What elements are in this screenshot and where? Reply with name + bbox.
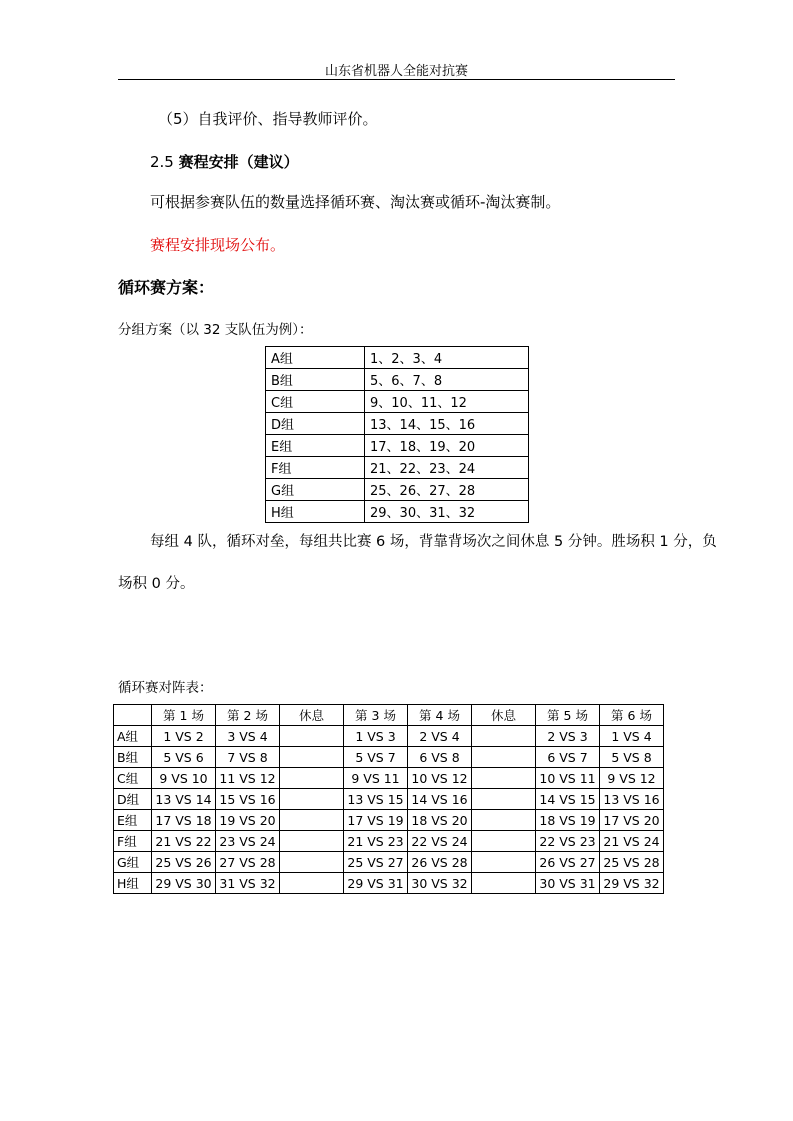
match-cell: 21 VS 23 [344,831,408,852]
match-header-cell [114,705,152,726]
match-cell: 11 VS 12 [216,768,280,789]
group-teams-cell: 9、10、11、12 [365,391,529,413]
match-group-cell: G组 [114,852,152,873]
section-heading-number: 2.5 [150,153,174,171]
match-cell: 9 VS 11 [344,768,408,789]
match-cell: 22 VS 24 [408,831,472,852]
match-row [114,726,664,747]
match-table-caption: 循环赛对阵表： [118,680,213,696]
group-row [266,435,529,457]
group-name-cell: A组 [266,347,365,369]
match-cell: 2 VS 3 [536,726,600,747]
group-teams-cell: 29、30、31、32 [365,501,529,523]
match-cell [280,852,344,873]
match-cell [472,747,536,768]
match-cell: 13 VS 14 [152,789,216,810]
match-cell: 5 VS 6 [152,747,216,768]
rules-line-2: 场积 0 分。 [118,576,195,592]
match-cell [280,726,344,747]
grouping-caption: 分组方案（以 32 支队伍为例）： [118,322,313,338]
group-name-cell: E组 [266,435,365,457]
match-cell [472,873,536,894]
group-row [266,479,529,501]
match-cell: 17 VS 20 [600,810,664,831]
schedule-notice-red: 赛程安排现场公布。 [150,236,286,254]
match-cell: 30 VS 32 [408,873,472,894]
match-header-cell: 第 5 场 [536,705,600,726]
match-cell [280,873,344,894]
match-cell: 14 VS 15 [536,789,600,810]
match-cell: 22 VS 23 [536,831,600,852]
match-row [114,852,664,873]
rules-line-1: 每组 4 队，循环对垒，每组共比赛 6 场，背靠背场次之间休息 5 分钟。胜场积 1 分，负 [150,534,717,550]
match-schedule-table [113,704,664,894]
match-group-cell: B组 [114,747,152,768]
match-cell: 7 VS 8 [216,747,280,768]
match-row [114,810,664,831]
group-name-cell: D组 [266,413,365,435]
group-row [266,501,529,523]
group-name-cell: F组 [266,457,365,479]
match-cell: 1 VS 3 [344,726,408,747]
match-cell: 23 VS 24 [216,831,280,852]
match-cell: 1 VS 4 [600,726,664,747]
match-header-cell: 休息 [280,705,344,726]
group-teams-cell: 25、26、27、28 [365,479,529,501]
header-divider [118,79,675,80]
match-cell: 18 VS 19 [536,810,600,831]
match-cell: 15 VS 16 [216,789,280,810]
match-header-cell: 第 3 场 [344,705,408,726]
match-cell: 21 VS 24 [600,831,664,852]
match-cell: 30 VS 31 [536,873,600,894]
match-cell: 1 VS 2 [152,726,216,747]
match-cell: 25 VS 28 [600,852,664,873]
match-header-row [114,705,664,726]
match-cell [472,810,536,831]
group-row [266,457,529,479]
match-cell: 5 VS 8 [600,747,664,768]
match-cell [280,831,344,852]
match-cell: 2 VS 4 [408,726,472,747]
match-header-cell: 第 2 场 [216,705,280,726]
match-cell: 26 VS 27 [536,852,600,873]
match-row [114,747,664,768]
match-cell [472,789,536,810]
match-cell: 6 VS 7 [536,747,600,768]
group-name-cell: G组 [266,479,365,501]
match-header-cell: 第 6 场 [600,705,664,726]
match-cell: 10 VS 12 [408,768,472,789]
match-cell: 25 VS 27 [344,852,408,873]
match-cell: 25 VS 26 [152,852,216,873]
item-5-self-evaluation: （5）自我评价、指导教师评价。 [158,110,378,128]
match-cell: 14 VS 16 [408,789,472,810]
match-cell: 9 VS 12 [600,768,664,789]
match-cell: 9 VS 10 [152,768,216,789]
match-cell: 3 VS 4 [216,726,280,747]
match-cell [472,726,536,747]
match-cell: 10 VS 11 [536,768,600,789]
match-cell: 26 VS 28 [408,852,472,873]
match-group-cell: F组 [114,831,152,852]
match-cell [280,789,344,810]
match-cell: 5 VS 7 [344,747,408,768]
group-teams-cell: 1、2、3、4 [365,347,529,369]
match-cell: 6 VS 8 [408,747,472,768]
group-name-cell: C组 [266,391,365,413]
match-cell: 29 VS 30 [152,873,216,894]
match-cell: 29 VS 32 [600,873,664,894]
match-group-cell: C组 [114,768,152,789]
match-cell [472,831,536,852]
match-cell [280,810,344,831]
group-row [266,369,529,391]
group-teams-cell: 5、6、7、8 [365,369,529,391]
group-name-cell: B组 [266,369,365,391]
match-group-cell: A组 [114,726,152,747]
match-cell: 13 VS 15 [344,789,408,810]
page-header-title: 山东省机器人全能对抗赛 [324,64,468,79]
match-cell: 27 VS 28 [216,852,280,873]
group-teams-cell: 17、18、19、20 [365,435,529,457]
match-header-cell: 第 1 场 [152,705,216,726]
grouping-table [265,346,529,523]
group-name-cell: H组 [266,501,365,523]
group-teams-cell: 21、22、23、24 [365,457,529,479]
group-row [266,347,529,369]
section-heading-2-5 [150,151,299,172]
format-paragraph: 可根据参赛队伍的数量选择循环赛、淘汰赛或循环-淘汰赛制。 [150,193,561,211]
match-cell: 19 VS 20 [216,810,280,831]
match-cell: 21 VS 22 [152,831,216,852]
match-cell [280,768,344,789]
match-cell [280,747,344,768]
match-row [114,873,664,894]
group-teams-cell: 13、14、15、16 [365,413,529,435]
match-row [114,789,664,810]
match-group-cell: E组 [114,810,152,831]
group-row [266,413,529,435]
match-group-cell: D组 [114,789,152,810]
match-cell: 31 VS 32 [216,873,280,894]
round-robin-title: 循环赛方案： [118,278,215,297]
section-heading-text: 赛程安排（建议） [178,153,299,171]
match-cell: 13 VS 16 [600,789,664,810]
match-cell [472,768,536,789]
group-row [266,391,529,413]
match-cell [472,852,536,873]
match-cell: 29 VS 31 [344,873,408,894]
match-header-cell: 休息 [472,705,536,726]
match-cell: 17 VS 18 [152,810,216,831]
match-header-cell: 第 4 场 [408,705,472,726]
match-row [114,768,664,789]
match-cell: 18 VS 20 [408,810,472,831]
match-row [114,831,664,852]
match-cell: 17 VS 19 [344,810,408,831]
match-group-cell: H组 [114,873,152,894]
